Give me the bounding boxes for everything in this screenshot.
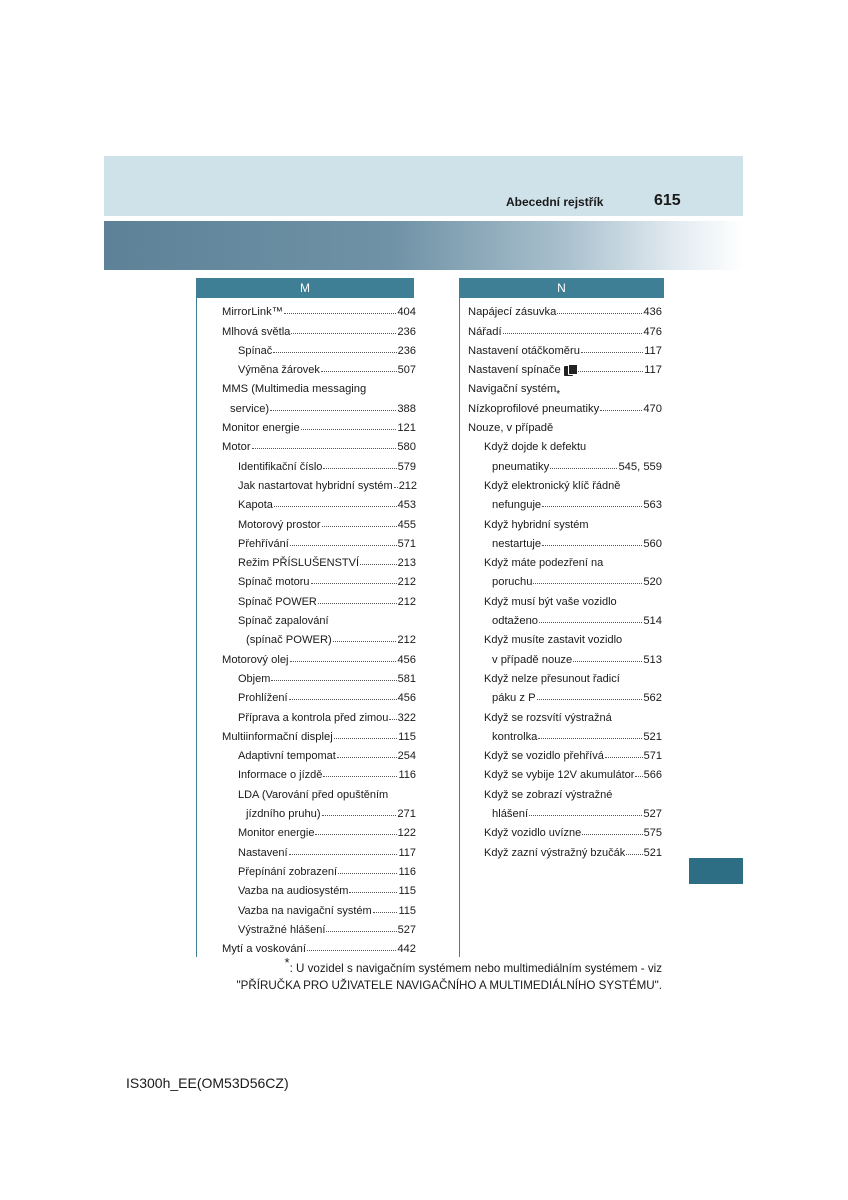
- index-entry: [222, 608, 416, 627]
- dot-leader: [337, 757, 397, 758]
- index-entry: [222, 473, 416, 492]
- index-entry: [222, 859, 416, 878]
- index-entry: [222, 666, 416, 685]
- dot-leader: [284, 313, 396, 314]
- index-entry-text: Navigační systém: [468, 383, 557, 396]
- index-entry-text: Nastavení: [238, 846, 288, 859]
- index-entry-page: 571: [643, 750, 662, 763]
- dot-leader: [270, 410, 396, 411]
- dot-leader: [389, 719, 396, 720]
- index-entry-text: v případě nouze: [492, 653, 573, 666]
- index-entry: [468, 531, 662, 550]
- dot-leader: [322, 526, 397, 527]
- index-entry: [468, 781, 662, 800]
- index-entry-text: Když nelze přesunout řadicí: [484, 672, 620, 685]
- index-entry: [222, 415, 416, 434]
- index-entry-text: Když elektronický klíč řádně: [484, 479, 621, 492]
- index-entry-text: Když se vybije 12V akumulátor: [484, 769, 635, 782]
- index-entry-page: 521: [643, 846, 662, 859]
- dot-leader: [581, 352, 643, 353]
- index-entry-text: Nízkoprofilové pneumatiky: [468, 402, 600, 415]
- index-entry: [222, 395, 416, 414]
- index-entry-text: Nastavení spínače: [468, 364, 561, 377]
- index-entry-text: Když se zobrazí výstražné: [484, 788, 613, 801]
- index-entry: [468, 704, 662, 723]
- index-entry: [222, 839, 416, 858]
- index-entry: [468, 724, 662, 743]
- index-entry-text: Prohlížení: [238, 692, 288, 705]
- index-entry: [222, 299, 416, 318]
- index-entry-page: 563: [643, 499, 662, 512]
- index-entry-page: 575: [643, 827, 662, 840]
- index-entry-text: Vazba na navigační systém: [238, 904, 372, 917]
- index-entry-text: Když se rozsvítí výstražná: [484, 711, 612, 724]
- index-entry-page: 514: [643, 615, 662, 628]
- index-entry-text: Přepínání zobrazení: [238, 865, 338, 878]
- index-entry: [222, 936, 416, 955]
- index-entry-page: 455: [397, 518, 416, 531]
- index-entry: [468, 357, 662, 376]
- index-entry-text: MMS (Multimedia messaging: [222, 383, 367, 396]
- index-entry-text: Mlhová světla: [222, 325, 291, 338]
- index-entry-text: Multiinformační displej: [222, 730, 333, 743]
- index-entry-text: Spínač zapalování: [238, 615, 329, 628]
- dot-leader: [290, 545, 397, 546]
- index-entry-text: Motorový prostor: [238, 518, 321, 531]
- index-entry-page: 117: [644, 344, 662, 357]
- index-entry-text: nefunguje: [492, 499, 542, 512]
- dot-leader: [542, 545, 642, 546]
- index-entry-page: 456: [397, 653, 416, 666]
- index-entry-page: 436: [643, 306, 662, 319]
- index-entry: [222, 318, 416, 337]
- index-entry-page: 453: [397, 499, 416, 512]
- index-entry-page: 115: [398, 885, 416, 898]
- dot-leader: [537, 699, 643, 700]
- dot-leader: [323, 776, 397, 777]
- index-entry-page: 571: [397, 537, 416, 550]
- page-number: 615: [654, 192, 681, 209]
- index-entry: [468, 685, 662, 704]
- index-letter-n-header: N: [459, 278, 664, 298]
- index-entry-page: 115: [398, 730, 416, 743]
- index-entry-page: 212: [397, 595, 416, 608]
- index-entry: [222, 357, 416, 376]
- index-entry: [222, 376, 416, 395]
- index-entry-page: 213: [397, 557, 416, 570]
- index-entry: [222, 531, 416, 550]
- index-entry: [468, 550, 662, 569]
- index-entry-text: (spínač POWER): [246, 634, 332, 647]
- dot-leader: [605, 757, 643, 758]
- index-entry-text: odtaženo: [492, 615, 539, 628]
- dot-leader: [334, 738, 397, 739]
- index-entry-page: 527: [397, 923, 416, 936]
- dot-leader: [626, 854, 642, 855]
- index-entry: [222, 646, 416, 665]
- dot-leader: [323, 468, 396, 469]
- index-entry-text: Vazba na audiosystém: [238, 885, 349, 898]
- power-switch-icon: [564, 364, 577, 376]
- index-entry: [222, 453, 416, 472]
- index-entry-text: Když zazní výstražný bzučák: [484, 846, 626, 859]
- index-entry-page: 322: [397, 711, 416, 724]
- index-entry-page: 527: [643, 808, 662, 821]
- index-entry: [222, 781, 416, 800]
- footnote-mark: *: [284, 955, 290, 971]
- column-divider-n: [459, 298, 460, 957]
- index-entry-page: 507: [397, 364, 416, 377]
- index-entry-text: Když máte podezření na: [484, 557, 604, 570]
- footnote-line-2: "PŘÍRUČKA PRO UŽIVATELE NAVIGAČNÍHO A MULTIMEDIÁLNÍHO SYSTÉMU".: [236, 979, 662, 992]
- index-entry: [468, 395, 662, 414]
- index-entry-page: 521: [643, 730, 662, 743]
- index-entry-text: Přehřívání: [238, 537, 289, 550]
- index-entry: [468, 801, 662, 820]
- index-letter-m-header: M: [196, 278, 414, 298]
- index-entry: [222, 917, 416, 936]
- index-entry-page: 254: [397, 750, 416, 763]
- index-entry-text: Objem: [238, 672, 271, 685]
- index-entry-page: 456: [397, 692, 416, 705]
- index-entry: [222, 550, 416, 569]
- index-entry-page: 236: [397, 344, 416, 357]
- dot-leader: [557, 313, 642, 314]
- dot-leader: [542, 506, 642, 507]
- index-entry-page: 212: [398, 479, 418, 492]
- index-entry: [222, 685, 416, 704]
- index-entry-text: Když dojde k defektu: [484, 441, 587, 454]
- index-entry-text: Spínač motoru: [238, 576, 310, 589]
- dot-leader: [349, 892, 397, 893]
- index-entry-text: Nastavení otáčkoměru: [468, 344, 580, 357]
- index-entry-text: páku z P: [492, 692, 536, 705]
- index-entry-text: Nářadí: [468, 325, 502, 338]
- index-entry-page: 566: [643, 769, 662, 782]
- dot-leader: [290, 661, 397, 662]
- index-entry: [222, 588, 416, 607]
- dot-leader: [573, 661, 642, 662]
- index-entry: [468, 299, 662, 318]
- dot-leader: [600, 410, 642, 411]
- dot-leader: [318, 603, 397, 604]
- index-entry-text: Monitor energie: [238, 827, 315, 840]
- index-entry: [222, 762, 416, 781]
- index-entry: [468, 415, 662, 434]
- header-band: [104, 156, 743, 216]
- dot-leader: [273, 352, 396, 353]
- index-entry: [468, 473, 662, 492]
- dot-leader: [538, 738, 642, 739]
- index-entry-text: Jak nastartovat hybridní systém: [238, 479, 393, 492]
- decorative-gradient-bar: [104, 221, 743, 270]
- index-entry-page: 404: [397, 306, 416, 319]
- index-entry-page: 513: [643, 653, 662, 666]
- index-entry-text: kontrolka: [492, 730, 538, 743]
- index-entry-page: 271: [397, 808, 416, 821]
- dot-leader: [578, 371, 643, 372]
- index-entry-page: 579: [397, 460, 416, 473]
- index-entry-text: Identifikační číslo: [238, 460, 323, 473]
- index-entry: [468, 453, 662, 472]
- index-entry-text: Mytí a voskování: [222, 943, 306, 956]
- index-entry-page: 560: [643, 537, 662, 550]
- index-entry-text: Spínač: [238, 344, 273, 357]
- index-entry-text: pneumatiky: [492, 460, 550, 473]
- dot-leader: [291, 333, 396, 334]
- dot-leader: [321, 371, 397, 372]
- dot-leader: [271, 680, 396, 681]
- index-entry: [222, 627, 416, 646]
- index-entry-page: 122: [397, 827, 416, 840]
- section-title: Abecední rejstřík: [506, 195, 604, 209]
- index-entry-text: poruchu: [492, 576, 533, 589]
- index-entry-text: hlášení: [492, 808, 529, 821]
- dot-leader: [289, 854, 398, 855]
- index-entry-page: 388: [397, 402, 416, 415]
- footer-manual-code: IS300h_EE(OM53D56CZ): [126, 1075, 289, 1091]
- index-entry-text: Adaptivní tempomat: [238, 750, 336, 763]
- index-entry: [222, 897, 416, 916]
- index-entry: [468, 762, 662, 781]
- dot-leader: [326, 931, 396, 932]
- chapter-tab: [689, 858, 743, 884]
- index-entry: [468, 511, 662, 530]
- index-entry-text: Když se vozidlo přehřívá: [484, 750, 604, 763]
- index-entry-text: MirrorLink™: [222, 306, 283, 319]
- index-entry-text: Informace o jízdě: [238, 769, 323, 782]
- index-entry-page: 212: [397, 576, 416, 589]
- index-entry-text: Výstražné hlášení: [238, 923, 326, 936]
- index-entry-text: Když musíte zastavit vozidlo: [484, 634, 623, 647]
- index-entry-page: 116: [398, 865, 416, 878]
- index-entry: [468, 820, 662, 839]
- index-entry-page: 520: [643, 576, 662, 589]
- index-entry: [222, 569, 416, 588]
- index-entry: [222, 492, 416, 511]
- index-entry-page: 562: [643, 692, 662, 705]
- dot-leader: [533, 583, 642, 584]
- index-entry-page: 117: [644, 364, 662, 377]
- index-entry: [468, 627, 662, 646]
- index-entry-page: 581: [397, 672, 416, 685]
- index-entry: Navigační systém *: [468, 383, 561, 401]
- dot-leader: [503, 333, 643, 334]
- index-entry-text: Příprava a kontrola před zimou: [238, 711, 389, 724]
- dot-leader: [635, 776, 642, 777]
- index-entry: [222, 801, 416, 820]
- index-entry: [222, 511, 416, 530]
- index-entry-text: jízdního pruhu): [246, 808, 321, 821]
- index-entry-page: 212: [397, 634, 416, 647]
- dot-leader: [529, 815, 642, 816]
- index-entry-page: 116: [398, 769, 416, 782]
- index-entry-text: Kapota: [238, 499, 273, 512]
- index-entry: [222, 338, 416, 357]
- index-entry: [468, 646, 662, 665]
- index-entry: [468, 743, 662, 762]
- index-entry: [468, 666, 662, 685]
- index-entry-page: 117: [398, 846, 416, 859]
- index-entry-page: 470: [643, 402, 662, 415]
- footnote: [200, 955, 662, 994]
- index-entry: [468, 839, 662, 858]
- index-entry-text: Napájecí zásuvka: [468, 306, 557, 319]
- index-entry-text: Výměna žárovek: [238, 364, 320, 377]
- index-entry-text: Když vozidlo uvízne: [484, 827, 582, 840]
- dot-leader: [338, 873, 397, 874]
- dot-leader: [333, 641, 397, 642]
- index-entry-text: Když musí být vaše vozidlo: [484, 595, 617, 608]
- index-entry-page: 476: [643, 325, 662, 338]
- index-entry-text: LDA (Varování před opuštěním: [238, 788, 389, 801]
- dot-leader: [315, 834, 396, 835]
- dot-leader: [289, 699, 397, 700]
- index-entry-text: Nouze, v případě: [468, 422, 554, 435]
- index-entry: [222, 820, 416, 839]
- dot-leader: [582, 834, 642, 835]
- index-entry: [468, 318, 662, 337]
- index-entry: [222, 434, 416, 453]
- index-entry: [222, 724, 416, 743]
- dot-leader: [301, 429, 397, 430]
- index-entry-text: service): [230, 402, 270, 415]
- index-entry-text: Motorový olej: [222, 653, 289, 666]
- index-entry-page: 442: [397, 943, 416, 956]
- index-entry: [468, 492, 662, 511]
- dot-leader: [307, 950, 396, 951]
- index-entry-page: 545, 559: [618, 460, 662, 473]
- index-entry-text: Monitor energie: [222, 422, 300, 435]
- index-entry: [468, 434, 662, 453]
- index-column-m: [222, 299, 416, 955]
- index-entry-text: Když hybridní systém: [484, 518, 589, 531]
- index-entry-page: 580: [397, 441, 416, 454]
- footnote-line-1: : U vozidel s navigačním systémem nebo multimediálním systémem - viz: [289, 962, 662, 975]
- index-entry-text: Režim PŘÍSLUŠENSTVÍ: [238, 557, 360, 570]
- index-entry-page: 236: [397, 325, 416, 338]
- dot-leader: [373, 912, 398, 913]
- index-entry-page: 115: [398, 904, 416, 917]
- index-entry-text: nestartuje: [492, 537, 542, 550]
- index-entry: [222, 704, 416, 723]
- dot-leader: [274, 506, 397, 507]
- dot-leader: [550, 468, 617, 469]
- index-entry: [222, 878, 416, 897]
- dot-leader: [252, 448, 397, 449]
- dot-leader: [394, 487, 398, 488]
- index-entry-text: Motor: [222, 441, 251, 454]
- dot-leader: [539, 622, 642, 623]
- index-entry-text: Spínač POWER: [238, 595, 317, 608]
- index-entry: [468, 338, 662, 357]
- index-entry: [468, 569, 662, 588]
- column-divider-m: [196, 298, 197, 957]
- dot-leader: [322, 815, 397, 816]
- index-entry: [468, 588, 662, 607]
- dot-leader: [360, 564, 397, 565]
- index-entry: [222, 743, 416, 762]
- dot-leader: [311, 583, 397, 584]
- index-column-n: [468, 299, 662, 859]
- index-entry-page: 121: [397, 422, 416, 435]
- index-entry: [468, 608, 662, 627]
